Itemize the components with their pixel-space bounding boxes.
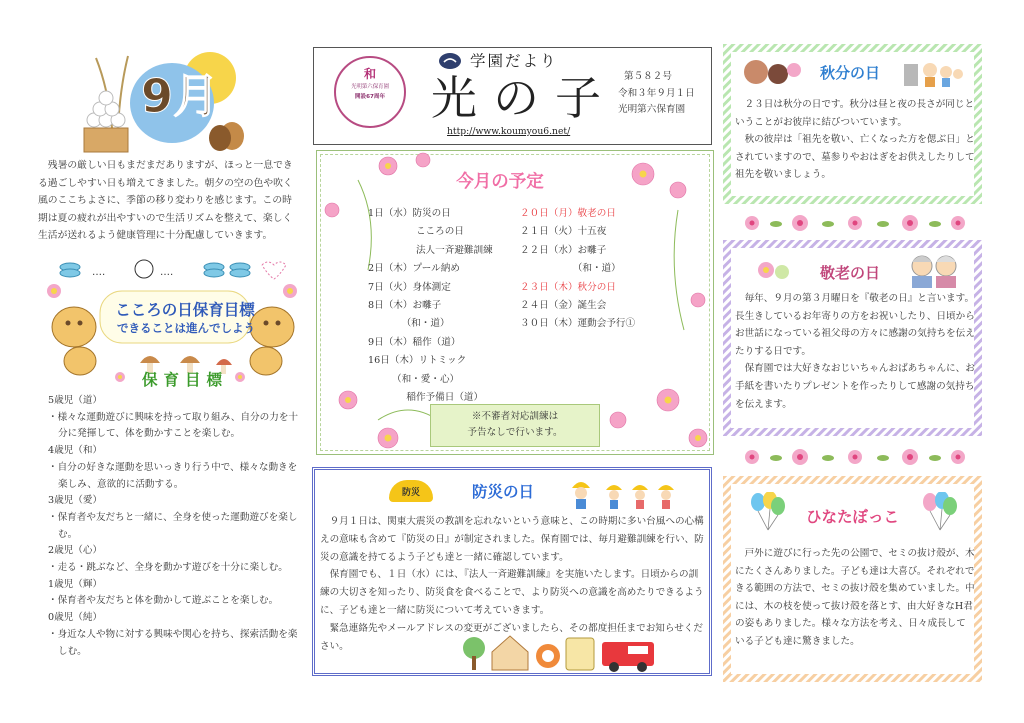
logo-character: 和 bbox=[363, 67, 376, 81]
schedule-item: （和・道） bbox=[368, 318, 450, 330]
schedule-item: ２２日（水）お囃子 bbox=[520, 244, 607, 256]
bousai-paragraph: 緊急連絡先やメールアドレスの変更がございましたら、その都度担任までお知らせください。 bbox=[320, 622, 703, 652]
schedule-title: 今月の予定 bbox=[456, 172, 544, 192]
goals-list bbox=[48, 393, 306, 660]
logo-school: 光明第六保育園 bbox=[351, 84, 389, 90]
kokoro-subtitle: できることは進んでしよう bbox=[117, 321, 255, 335]
notice-text bbox=[430, 409, 600, 441]
grandparents-illustration bbox=[904, 252, 964, 288]
kokoro-title: こころの日保育目標 bbox=[115, 301, 255, 319]
goal-age: 4歳児（和） bbox=[48, 445, 103, 457]
goals-title: 保育目標 bbox=[141, 371, 228, 389]
keiro-paragraph: 毎年、９月の第３月曜日を『敬老の日』と言います。長生きしているお年寄りの方をお祝いしたり、日頃からお世話になっている祖父母の方々に感謝の気持ちを伝えたりする日です。 bbox=[735, 293, 975, 357]
schedule-item-holiday: ２０日（月）敬老の日 bbox=[520, 208, 616, 219]
goal-desc: ・自分の好きな運動を思いっきり行う中で、様々な動きを楽しみ、意欲的に活動する。 bbox=[48, 461, 298, 490]
shubun-title: 秋分の日 bbox=[819, 64, 880, 82]
schedule-item-holiday: ２３日（木）秋分の日 bbox=[520, 281, 616, 293]
schedule-item: こころの日 bbox=[368, 226, 464, 238]
issue-school: 光明第六保育園 bbox=[618, 104, 686, 116]
balloons-icon bbox=[920, 492, 960, 532]
children-evacuating-illustration bbox=[566, 476, 686, 510]
shubun-paragraph: ２３日は秋分の日です。秋分は昼と夜の長さが同じということがお彼岸に結びついています。 bbox=[735, 99, 975, 128]
schedule-item: 1日（水）防災の日 bbox=[368, 208, 451, 219]
logo-anniversary: 開設67周年 bbox=[354, 94, 386, 100]
goal-age: 5歳児（道） bbox=[48, 395, 103, 406]
schedule-list-right bbox=[520, 205, 690, 334]
shubun-paragraph: 秋の彼岸は「祖先を敬い、亡くなった方を偲ぶ日」とされていますので、墓参りやおはぎをお供えしたりして祖先を敬いましょう。 bbox=[735, 134, 975, 181]
bousai-paragraph: ９月１日は、関東大震災の教訓を忘れないという意味と、この時期に多い台風への心構えの意味も含めて『防災の日』が制定されました。保育園では、毎月避難訓練を行い、防災の意識を持てるよう子ども達と一緒に確認しています。 bbox=[320, 516, 704, 563]
notice-line: ※不審者対応訓練は bbox=[471, 411, 559, 422]
schedule-item: 稲作予備日（道） bbox=[368, 392, 484, 404]
issue-info bbox=[618, 69, 706, 119]
bousai-badge: 防災 bbox=[401, 488, 420, 498]
goal-desc: ・走る・跳ぶなど、全身を動かす遊びを十分に楽しむ。 bbox=[48, 562, 288, 574]
hinata-body: 戸外に遊びに行った先の公園で、セミの抜け殻が、木にたくさんありました。子ども達は大喜び。それぞれできる範囲の方法で、セミの抜け殻を集めていました。中には、木の枝を使って抜け殻を落とす、由大好きなH君の姿もありました。様々な方法を考え、日々成長している子ども達に驚きました。 bbox=[735, 548, 975, 647]
goal-desc: ・様々な運動遊びに興味を持って取り組み、自分の力を十分に発揮して、体を動かすことを楽しむ。 bbox=[48, 411, 299, 440]
schedule-item: ２４日（金）誕生会 bbox=[520, 300, 607, 312]
schedule-item: 7日（火）身体測定 bbox=[368, 281, 451, 293]
schedule-item: （和・愛・心） bbox=[368, 373, 460, 385]
newsletter-title: 学園だより bbox=[470, 52, 558, 70]
bousai-paragraph: 保育園でも、１日（水）には、『法人一斉避難訓練』を実施いたします。日頃からの訓練の大切さを知ったり、防災食を食べることで、より防災への意識を高めたりできるように、子ども達と一緒に防災について考えていきます。 bbox=[320, 569, 704, 616]
goal-age: 2歳児（心） bbox=[48, 545, 103, 557]
schedule-item: 16日（木）リトミック bbox=[368, 355, 467, 367]
ohagi-illustration bbox=[742, 56, 802, 88]
flower-icon bbox=[754, 258, 794, 284]
notice-line: 予告なしで行います。 bbox=[467, 427, 563, 438]
balloons-icon bbox=[748, 492, 788, 532]
schedule-item: 2日（木）プール納め bbox=[368, 263, 460, 275]
month-label: 9月 bbox=[140, 69, 219, 123]
keiro-title: 敬老の日 bbox=[819, 264, 880, 282]
keiro-paragraph: 保育園では大好きなおじいちゃんおばあちゃんに、お手紙を書いたりプレゼントを作ったりして感謝の気持ちを伝えます。 bbox=[735, 363, 975, 410]
keiro-body bbox=[735, 290, 975, 413]
schedule-list-left bbox=[368, 205, 518, 407]
flower-divider bbox=[740, 444, 970, 470]
issue-number: 第５８２号 bbox=[624, 71, 672, 82]
goal-age: 1歳児（輝） bbox=[48, 578, 103, 590]
goal-desc: ・保育者や友だちと一緒に、全身を使った運動遊びを楽しむ。 bbox=[48, 511, 298, 540]
svg-text:‥‥: ‥‥ bbox=[92, 267, 106, 278]
goal-desc: ・保育者や友だちと体を動かして遊ぶことを楽しむ。 bbox=[48, 595, 279, 607]
shubun-body bbox=[735, 96, 975, 184]
schedule-item: 8日（木）お囃子 bbox=[368, 300, 442, 312]
svg-text:‥‥: ‥‥ bbox=[160, 267, 174, 278]
intro-paragraph: 残暑の厳しい日もまだまだありますが、ほっと一息できる過ごしやすい日も増えてきました。朝夕の空の色や吹く風のここちよさに、季節の移り変わりを感じます。この時期は夏の疲れが出やすいので生活リズムを整えて、楽しく生活が送れるよう健康管理に十分配慮していきます。 bbox=[38, 160, 293, 242]
schedule-item: ３０日（木）運動会予行① bbox=[520, 318, 636, 330]
goal-desc: ・身近な人や物に対する興味や関心を持ち、探索活動を楽しむ。 bbox=[48, 628, 298, 657]
website-link[interactable]: http://www.koumyou6.net/ bbox=[447, 126, 571, 137]
issue-date: 令和３年９月１日 bbox=[618, 87, 695, 99]
family-grave-illustration bbox=[900, 56, 966, 88]
newsletter-name: 光の子 bbox=[431, 71, 617, 125]
goal-age: 3歳児（愛） bbox=[48, 495, 103, 507]
flower-divider bbox=[740, 210, 970, 236]
goal-age: 0歳児（純） bbox=[48, 612, 103, 624]
schedule-item: 9日（木）稲作（道） bbox=[368, 336, 461, 348]
schedule-item: 法人一斉避難訓練 bbox=[368, 244, 493, 256]
bousai-title: 防災の日 bbox=[471, 483, 534, 501]
schedule-item: （和・道） bbox=[520, 263, 621, 275]
disaster-goods-illustration bbox=[460, 632, 660, 672]
hinata-title: ひなたぼっこ bbox=[805, 508, 899, 526]
schedule-item: ２１日（火）十五夜 bbox=[520, 226, 607, 238]
